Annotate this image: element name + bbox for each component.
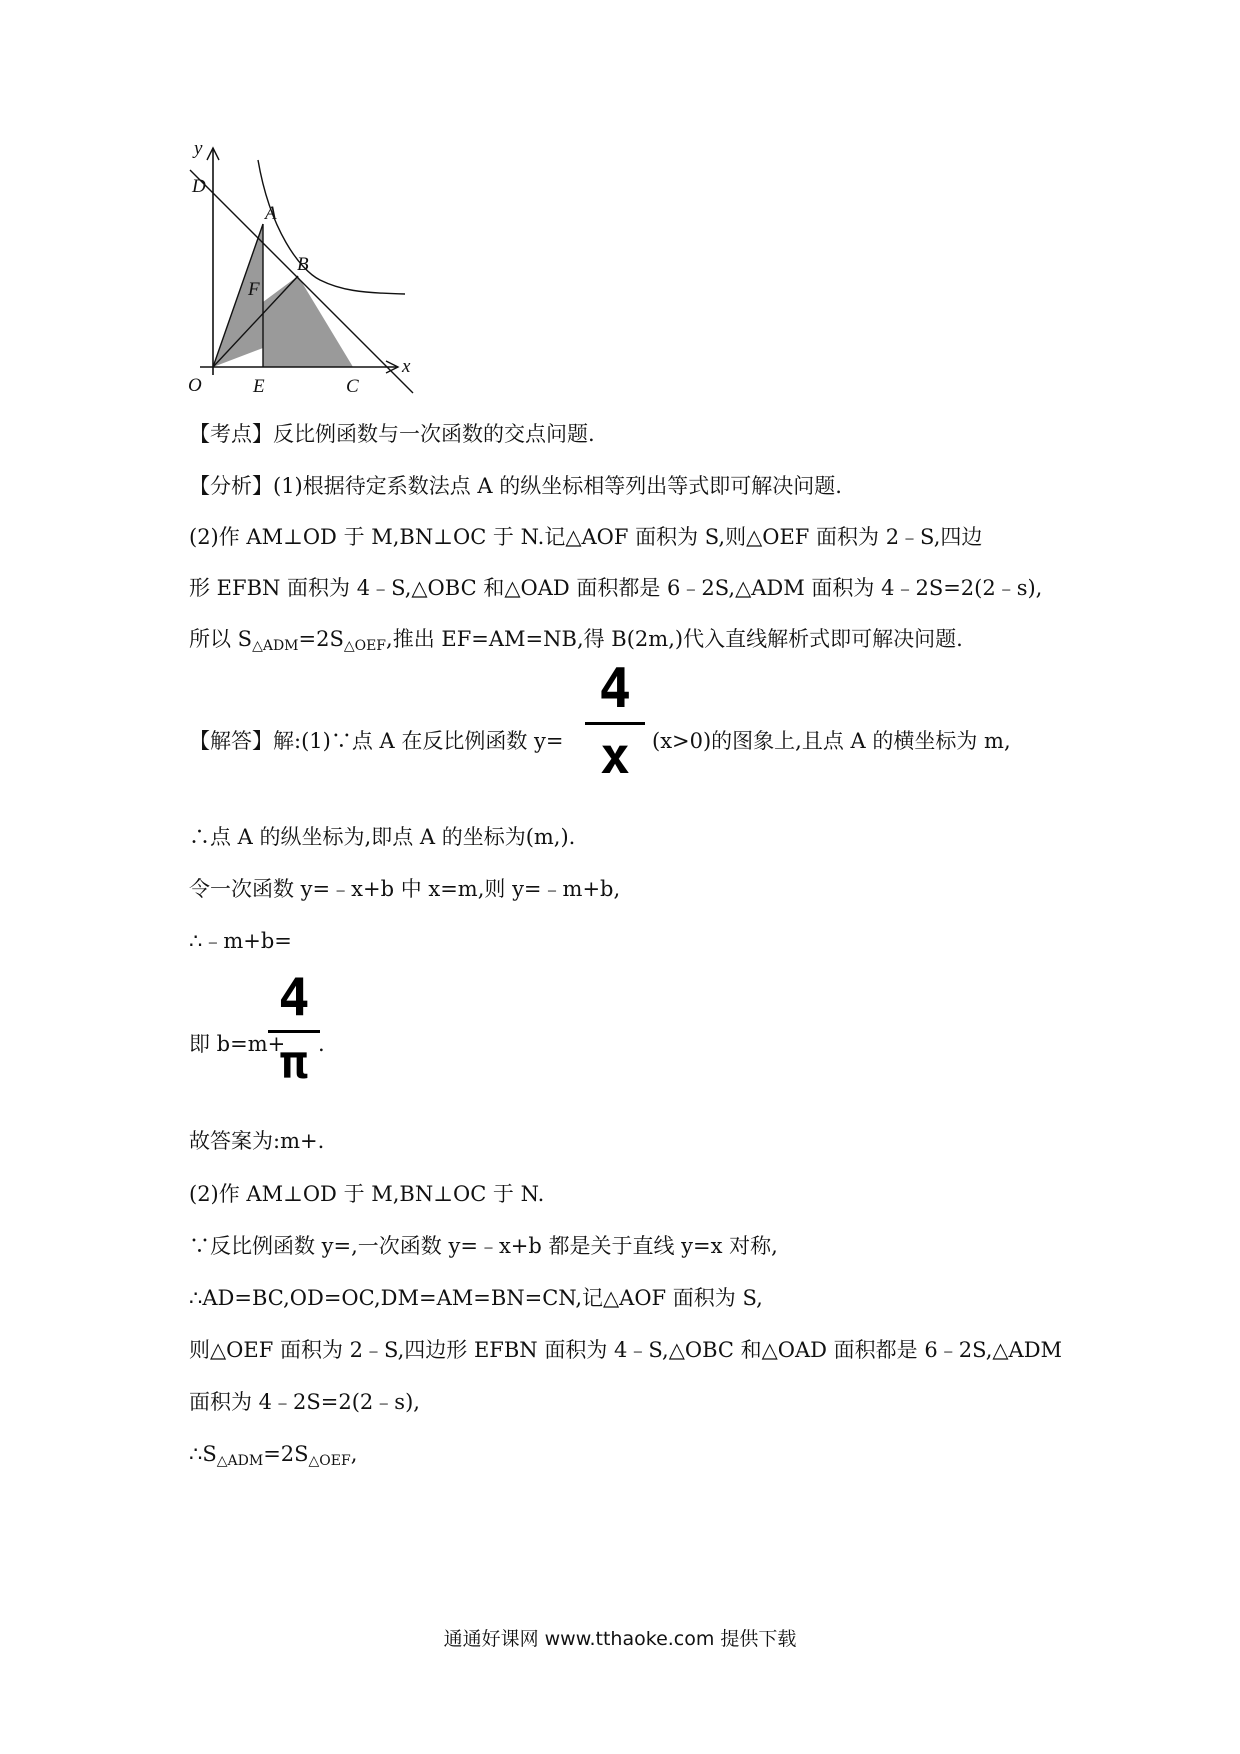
label-f: F	[248, 279, 260, 300]
label-x: x	[402, 356, 411, 377]
kaodian-line: 【考点】反比例函数与一次函数的交点问题.	[189, 422, 595, 446]
fenxi-line-2: (2)作 AM⊥OD 于 M,BN⊥OC 于 N.记△AOF 面积为 S,则△OEF 面积为 2﹣S,四边	[189, 525, 983, 549]
fenxi-line-3: 形 EFBN 面积为 4﹣S,△OBC 和△OAD 面积都是 6﹣2S,△ADM 面积为 4﹣2S=2(2﹣s),	[189, 576, 1043, 600]
jieda-line-4: ∴﹣m+b=	[189, 929, 292, 953]
fraction-numerator: 4	[268, 970, 320, 1033]
fraction-numerator: 4	[585, 660, 645, 725]
jieda-line-7: (2)作 AM⊥OD 于 M,BN⊥OC 于 N.	[189, 1182, 545, 1206]
fraction-denominator: x	[599, 727, 631, 785]
geometry-figure	[180, 140, 440, 410]
shaded-quad-efbc	[263, 276, 353, 367]
page-footer: 通通好课网 www.tthaoke.com 提供下载	[443, 1628, 797, 1650]
fraction-denominator: π	[280, 1035, 308, 1089]
label-e: E	[253, 376, 265, 397]
jieda-line-6: 故答案为:m+.	[189, 1129, 325, 1153]
jieda-line-1-pre: 【解答】解:(1)∵点 A 在反比例函数 y=	[189, 729, 564, 753]
jieda-line-5-post: .	[318, 1032, 325, 1056]
jieda-line-5-pre: 即 b=m+	[189, 1032, 286, 1056]
label-a: A	[265, 203, 277, 224]
jieda-line-11: 面积为 4﹣2S=2(2﹣s),	[189, 1390, 420, 1414]
jieda-line-1-post: (x>0)的图象上,且点 A 的横坐标为 m,	[652, 729, 1011, 753]
jieda-line-3: 令一次函数 y=﹣x+b 中 x=m,则 y=﹣m+b,	[189, 877, 621, 901]
jieda-line-10: 则△OEF 面积为 2﹣S,四边形 EFBN 面积为 4﹣S,△OBC 和△OAD 面积都是 6﹣2S,△ADM	[189, 1338, 1063, 1362]
label-b: B	[297, 254, 309, 275]
fraction-4-over-x	[585, 657, 645, 787]
jieda-line-9: ∴AD=BC,OD=OC,DM=AM=BN=CN,记△AOF 面积为 S,	[189, 1286, 763, 1310]
label-c: C	[346, 376, 359, 397]
jieda-line-12: $\therefore S_{\triangle ADM}=2S_{\triangle OEF}$,	[189, 1442, 358, 1469]
label-o: O	[188, 375, 202, 396]
fraction-4-over-pi	[268, 970, 320, 1091]
fenxi-line-1: 【分析】(1)根据待定系数法点 A 的纵坐标相等列出等式即可解决问题.	[189, 474, 842, 498]
jieda-line-8: ∵反比例函数 y=,一次函数 y=﹣x+b 都是关于直线 y=x 对称,	[189, 1234, 778, 1258]
label-y: y	[194, 140, 203, 159]
jieda-line-2: ∴点 A 的纵坐标为,即点 A 的坐标为(m,).	[189, 825, 576, 849]
hyperbola-curve	[258, 160, 405, 294]
label-d: D	[192, 176, 206, 197]
fenxi-line-4: 所以 $S_{\triangle ADM}=2S_{\triangle OEF}$,推出 EF=AM=NB,得 B(2m,)代入直线解析式即可解决问题.	[189, 627, 963, 654]
